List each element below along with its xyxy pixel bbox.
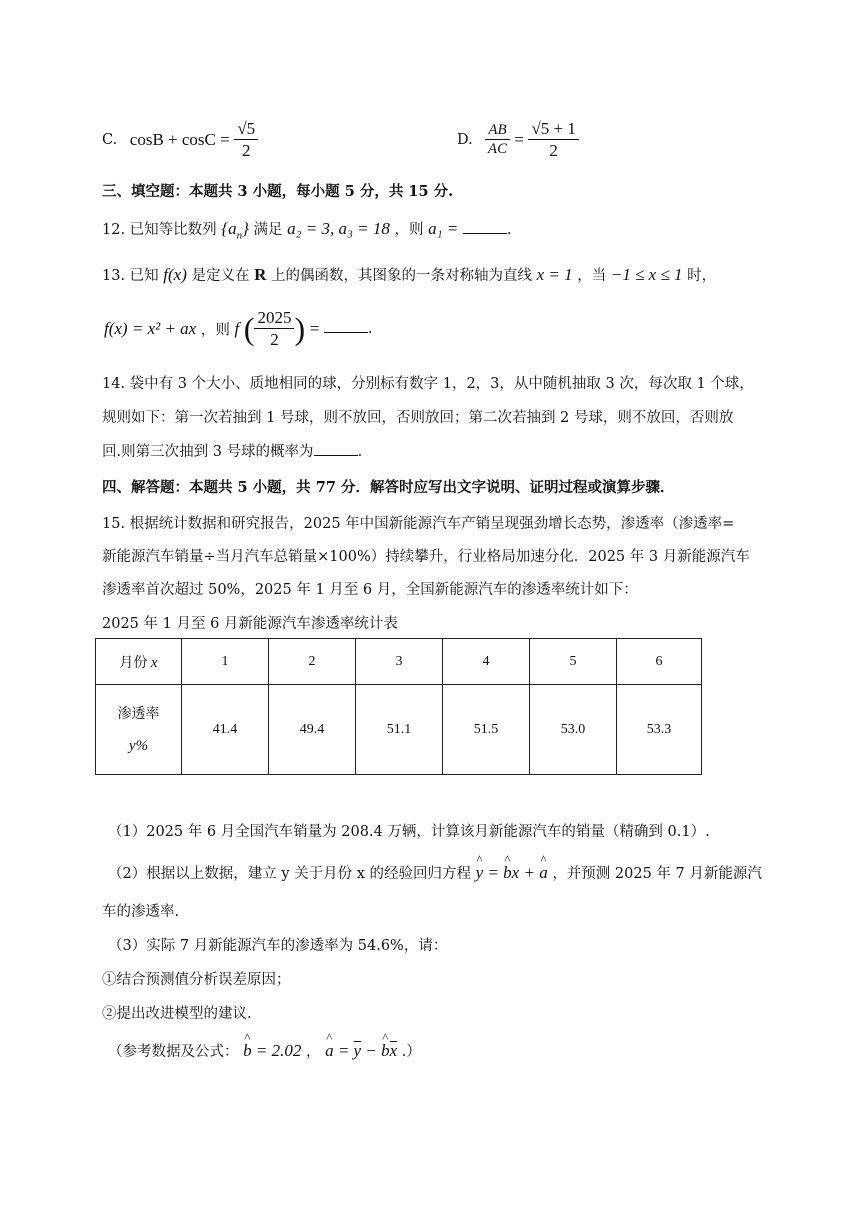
q15-sub-3-item-1: ①结合预测值分析误差原因； bbox=[102, 972, 291, 988]
option-d-equals: = bbox=[514, 129, 524, 149]
q13-then: ，则 bbox=[200, 322, 230, 339]
q15-line-3: 渗透率首次超过 50%，2025 年 1 月至 6 月，全国新能源汽车的渗透率统计如下： bbox=[102, 582, 638, 598]
table-cell-month: 3 bbox=[356, 639, 443, 685]
q12-text-2: 满足 bbox=[253, 222, 283, 238]
y-hat: ^ y bbox=[476, 863, 484, 883]
question-12 bbox=[102, 218, 511, 241]
q14-end: . bbox=[357, 444, 363, 460]
rate-label: 渗透率 bbox=[117, 705, 160, 722]
reference-sep: ， bbox=[305, 1044, 321, 1060]
option-c-numerator: √5 bbox=[234, 118, 258, 140]
table-cell-rate: 51.5 bbox=[443, 685, 530, 775]
q15-sub-1: （1）2025 年 6 月全国汽车销量为 208.4 万辆，计算该月新能源汽车的销量（精确到 0.1）. bbox=[108, 824, 710, 840]
q14-answer-blank[interactable] bbox=[314, 441, 358, 456]
month-var: x bbox=[150, 654, 158, 671]
q13-real-set: R bbox=[254, 265, 267, 284]
option-c-denominator: 2 bbox=[242, 141, 251, 161]
question-13-line-1 bbox=[102, 264, 716, 285]
q15-sub-3-item-2: ②提出改进模型的建议. bbox=[102, 1006, 252, 1022]
option-d bbox=[457, 118, 579, 162]
q15-sub-2-continued: 车的渗透率. bbox=[102, 904, 180, 920]
q13-number: 13. bbox=[102, 268, 126, 284]
q13-end: . bbox=[367, 320, 373, 337]
q13-text-e: 时， bbox=[687, 268, 717, 284]
b-hat: ^ b bbox=[503, 863, 512, 883]
q14-line-2: 规则如下：第一次若抽到 1 号球，则不放回，否则放回；第二次若抽到 2 号球，则不放回，否则放 bbox=[102, 410, 734, 426]
q15-reference bbox=[108, 1040, 421, 1061]
option-c bbox=[102, 118, 258, 162]
q13-fraction bbox=[254, 307, 294, 351]
q15-sub-3: （3）实际 7 月新能源汽车的渗透率为 54.6%，请： bbox=[108, 938, 448, 954]
table-row-rates bbox=[96, 685, 702, 775]
b-hat: ^ b bbox=[381, 1041, 390, 1061]
q13-text-d: ，当 bbox=[577, 268, 607, 284]
section-4-heading: 四、解答题：本题共 5 小题，共 77 分．解答时应写出文字说明、证明过程或演算步骤． bbox=[102, 479, 675, 496]
q13-fraction-num: 2025 bbox=[254, 307, 294, 329]
penetration-rate-table bbox=[95, 638, 702, 775]
table-cell-rate: 53.3 bbox=[617, 685, 702, 775]
q15-sub-2 bbox=[108, 862, 762, 883]
q13-right-paren: ) bbox=[294, 310, 306, 347]
q15-line-1: 15. 根据统计数据和研究报告，2025 年中国新能源汽车产销呈现强劲增长态势，渗透率（渗透率= bbox=[102, 516, 735, 532]
q13-equals: = bbox=[309, 318, 320, 338]
q12-seq-open: {a bbox=[221, 219, 237, 238]
option-d-ac: AC bbox=[487, 141, 508, 158]
q12-condition: a₂ = 3, a₃ = 18 bbox=[287, 219, 390, 238]
q15-sub-2-text-a: （2）根据以上数据，建立 y 关于月份 x 的经验回归方程 bbox=[108, 866, 472, 882]
table-cell-month: 2 bbox=[269, 639, 356, 685]
section-3-heading: 三、填空题：本题共 3 小题，每小题 5 分，共 15 分. bbox=[102, 183, 454, 200]
regression-equation: ^ y = ^ bx + ^ a bbox=[476, 863, 548, 882]
q12-ask: a₁ = bbox=[428, 219, 459, 238]
q15-line-2: 新能源汽车销量÷当月汽车总销量×100%）持续攀升，行业格局加速分化．2025 年 3 月新能源汽车 bbox=[102, 549, 750, 565]
q13-fx: f(x) bbox=[163, 265, 187, 284]
q12-seq-close: } bbox=[242, 219, 249, 238]
x-bar: x bbox=[389, 1041, 398, 1060]
table-cell-rate: 53.0 bbox=[530, 685, 617, 775]
q13-left-paren: ( bbox=[243, 310, 255, 347]
q12-number: 12. bbox=[102, 222, 126, 238]
month-label: 月份 bbox=[119, 654, 148, 671]
q14-line-1: 14. 袋中有 3 个大小、质地相同的球，分别标有数字 1，2，3，从中随机抽取 3 次，每次取 1 个球， bbox=[102, 376, 754, 392]
q13-function-def: f(x) = x² + ax bbox=[104, 318, 197, 338]
rate-unit: y% bbox=[128, 737, 149, 754]
table-cell-month: 6 bbox=[617, 639, 702, 685]
q12-text-3: ，则 bbox=[394, 222, 424, 238]
q13-range: −1 ≤ x ≤ 1 bbox=[610, 265, 683, 284]
option-d-numerator: √5 + 1 bbox=[528, 118, 578, 140]
q13-axis: x = 1 bbox=[536, 265, 573, 284]
option-d-denominator: 2 bbox=[549, 141, 558, 161]
q12-sequence bbox=[221, 219, 249, 242]
a-hat: ^ a bbox=[539, 863, 548, 883]
q12-text-1: 已知等比数列 bbox=[129, 222, 217, 238]
reference-end: .） bbox=[401, 1044, 421, 1060]
table-cell-month: 1 bbox=[182, 639, 269, 685]
table-cell-rate: 51.1 bbox=[356, 685, 443, 775]
table-header-rate bbox=[96, 685, 182, 775]
table-header-month bbox=[96, 639, 182, 685]
q12-end: . bbox=[506, 222, 512, 238]
q13-text-b: 是定义在 bbox=[191, 268, 250, 284]
q13-answer-blank[interactable] bbox=[324, 318, 368, 333]
slope-value: ^ b = 2.02 bbox=[243, 1041, 301, 1060]
q15-table-title: 2025 年 1 月至 6 月新能源汽车渗透率统计表 bbox=[102, 616, 398, 632]
table-cell-rate: 49.4 bbox=[269, 685, 356, 775]
q13-fraction-den: 2 bbox=[270, 330, 279, 350]
option-d-fraction bbox=[528, 118, 578, 162]
q12-answer-blank[interactable] bbox=[463, 219, 507, 234]
option-c-label: C. bbox=[102, 131, 118, 148]
q15-sub-2-text-b: ，并预测 2025 年 7 月新能源汽 bbox=[552, 866, 762, 882]
table-row-months bbox=[96, 639, 702, 685]
b-hat: ^ b bbox=[243, 1041, 252, 1061]
intercept-formula: ^ a = y − ^ bx bbox=[325, 1041, 397, 1060]
table-cell-month: 4 bbox=[443, 639, 530, 685]
table-cell-month: 5 bbox=[530, 639, 617, 685]
option-d-ratio bbox=[485, 121, 509, 160]
option-c-fraction bbox=[234, 118, 258, 162]
q14-line-3 bbox=[102, 440, 362, 461]
a-hat: ^ a bbox=[325, 1041, 334, 1061]
option-d-ab: AB bbox=[485, 121, 509, 141]
option-c-expr: cosB + cosC = bbox=[129, 129, 230, 149]
option-d-label: D. bbox=[457, 131, 473, 148]
q14-line-3-text: 回.则第三次抽到 3 号球的概率为 bbox=[102, 444, 314, 460]
q12-seq-sub: n bbox=[236, 229, 243, 242]
y-bar: y bbox=[353, 1041, 362, 1060]
question-13-line-2 bbox=[104, 307, 373, 351]
q13-text-c: 上的偶函数，其图象的一条对称轴为直线 bbox=[270, 268, 532, 284]
table-cell-rate: 41.4 bbox=[182, 685, 269, 775]
reference-label: （参考数据及公式： bbox=[108, 1044, 239, 1060]
q13-f: f bbox=[234, 318, 240, 338]
q13-text-a: 已知 bbox=[129, 268, 159, 284]
